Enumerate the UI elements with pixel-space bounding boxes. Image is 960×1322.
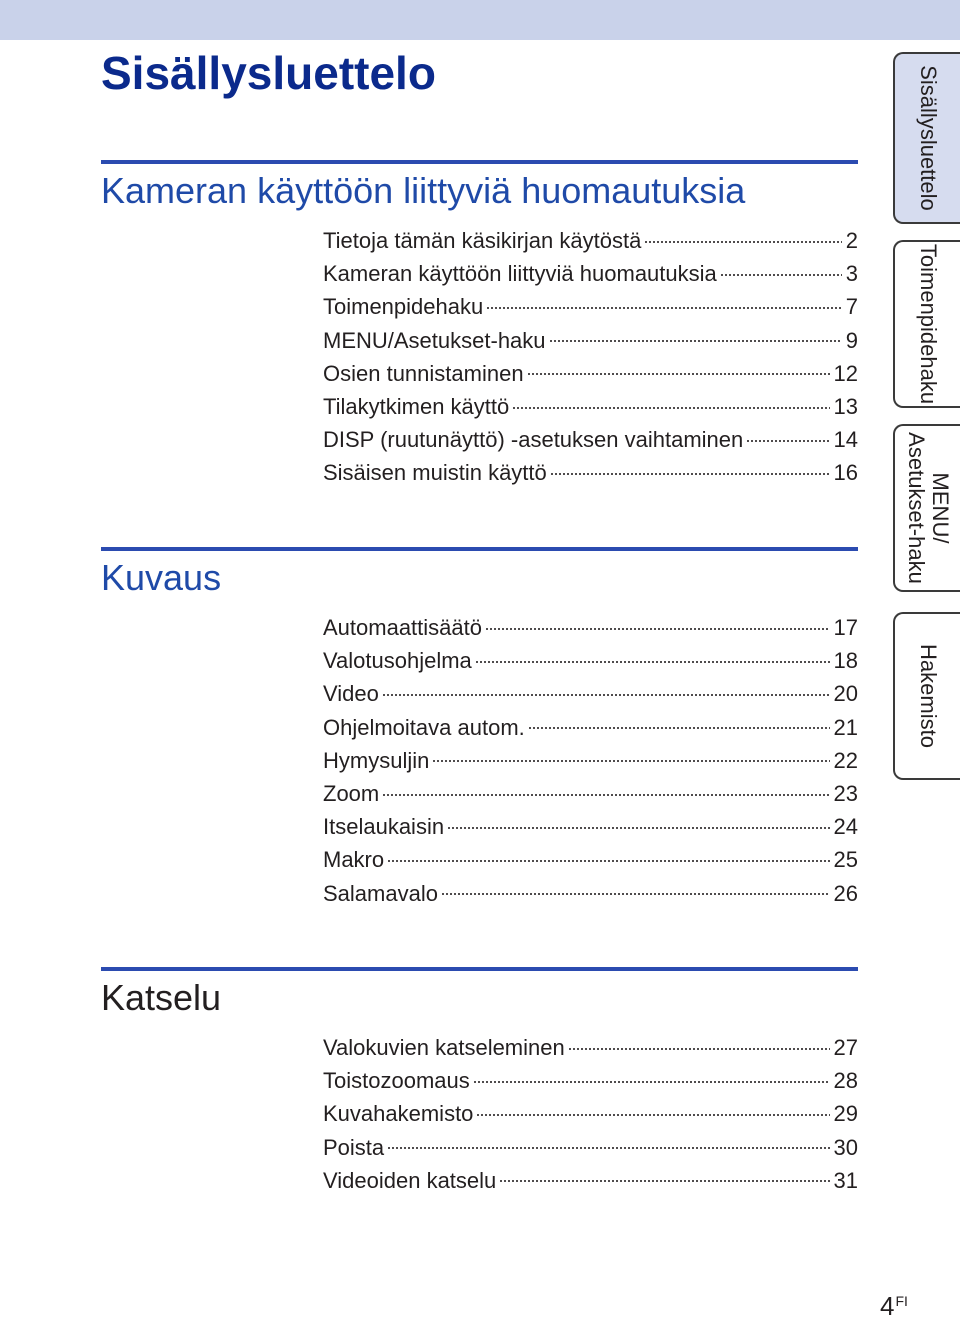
toc-list-shooting bbox=[323, 611, 858, 910]
toc-entry-label: MENU/Asetukset-haku bbox=[323, 327, 546, 353]
section-heading-viewing: Katselu bbox=[101, 977, 222, 1018]
toc-entry-page: 14 bbox=[833, 427, 858, 453]
toc-entry-page: 3 bbox=[845, 261, 858, 287]
dot-leader bbox=[527, 373, 830, 375]
toc-entry[interactable] bbox=[323, 1064, 858, 1097]
toc-entry[interactable] bbox=[323, 843, 858, 876]
dot-leader bbox=[447, 827, 829, 829]
toc-list-camera-notes bbox=[323, 224, 858, 490]
side-tab-index[interactable] bbox=[893, 612, 960, 780]
dot-leader bbox=[528, 727, 830, 729]
toc-entry-label: Kameran käyttöön liittyviä huomautuksia bbox=[323, 261, 717, 287]
toc-entry-page: 22 bbox=[833, 747, 858, 773]
toc-entry-page: 7 bbox=[845, 294, 858, 320]
toc-entry-label: Zoom bbox=[323, 780, 380, 806]
side-tab-menu-settings-label bbox=[904, 432, 952, 584]
side-tab-contents-label: Sisällysluettelo bbox=[915, 65, 941, 211]
toc-entry-label: Valotusohjelma bbox=[323, 648, 472, 674]
dot-leader bbox=[382, 694, 830, 696]
toc-entry-page: 20 bbox=[833, 681, 858, 707]
toc-entry[interactable] bbox=[323, 777, 858, 810]
toc-entry-label: Tietoja tämän käsikirjan käytöstä bbox=[323, 228, 642, 253]
toc-entry[interactable] bbox=[323, 611, 858, 644]
side-tab-menu-line1: MENU/ bbox=[927, 472, 953, 544]
side-tab-operation-search-label: Toimenpidehaku bbox=[915, 243, 941, 405]
page-number-suffix: FI bbox=[895, 1293, 908, 1309]
toc-entry-label: Hymysuljin bbox=[323, 747, 430, 773]
side-tab-index-label: Hakemisto bbox=[915, 644, 941, 748]
toc-entry[interactable] bbox=[323, 810, 858, 843]
dot-leader bbox=[568, 1048, 830, 1050]
toc-entry-label: Osien tunnistaminen bbox=[323, 360, 524, 386]
toc-entry[interactable] bbox=[323, 257, 858, 290]
toc-entry-page: 24 bbox=[833, 814, 858, 840]
toc-entry-label: Automaattisäätö bbox=[323, 615, 482, 640]
toc-entry-label: Videoiden katselu bbox=[323, 1167, 497, 1193]
toc-entry-page: 26 bbox=[833, 880, 858, 906]
page-number-value: 4 bbox=[880, 1291, 895, 1321]
side-tab-menu-settings-search[interactable] bbox=[893, 424, 960, 592]
toc-entry-label: Toimenpidehaku bbox=[323, 294, 484, 320]
toc-entry-page: 31 bbox=[833, 1167, 858, 1193]
toc-entry-label: Sisäisen muistin käyttö bbox=[323, 460, 547, 486]
toc-entry-label: Kuvahakemisto bbox=[323, 1101, 474, 1127]
toc-entry-page: 13 bbox=[833, 393, 858, 419]
page-title: Sisällysluettelo bbox=[101, 47, 436, 99]
section-heading-shooting: Kuvaus bbox=[101, 557, 222, 598]
dot-leader bbox=[473, 1081, 830, 1083]
top-color-bar bbox=[0, 0, 960, 40]
dot-leader bbox=[746, 440, 829, 442]
toc-entry[interactable] bbox=[323, 456, 858, 489]
toc-entry-label: Makro bbox=[323, 847, 385, 873]
toc-entry-page: 16 bbox=[833, 460, 858, 486]
dot-leader bbox=[441, 893, 830, 895]
toc-entry-label: Poista bbox=[323, 1134, 385, 1160]
dot-leader bbox=[485, 628, 830, 630]
dot-leader bbox=[387, 1147, 829, 1149]
toc-entry-page: 17 bbox=[833, 615, 858, 640]
toc-entry[interactable] bbox=[323, 677, 858, 710]
dot-leader bbox=[720, 274, 842, 276]
toc-entry[interactable] bbox=[323, 711, 858, 744]
section-heading-camera-notes: Kameran käyttöön liittyviä huomautuksia bbox=[101, 170, 746, 211]
toc-entry-page: 23 bbox=[833, 780, 858, 806]
toc-entry-page: 30 bbox=[833, 1134, 858, 1160]
dot-leader bbox=[549, 340, 842, 342]
toc-entry-page: 2 bbox=[845, 228, 858, 253]
dot-leader bbox=[512, 407, 829, 409]
toc-entry[interactable] bbox=[323, 1031, 858, 1064]
toc-entry-page: 25 bbox=[833, 847, 858, 873]
toc-entry[interactable] bbox=[323, 644, 858, 677]
toc-entry-label: Video bbox=[323, 681, 379, 707]
toc-entry-label: Toistozoomaus bbox=[323, 1068, 470, 1094]
toc-entry-label: Ohjelmoitava autom. bbox=[323, 714, 525, 740]
dot-leader bbox=[550, 473, 830, 475]
dot-leader bbox=[644, 241, 841, 243]
toc-entry-label: Valokuvien katseleminen bbox=[323, 1035, 565, 1060]
section-rule bbox=[101, 547, 858, 551]
toc-entry[interactable] bbox=[323, 1164, 858, 1197]
toc-entry-label: DISP (ruutunäyttö) -asetuksen vaihtaminen bbox=[323, 427, 744, 453]
toc-entry[interactable] bbox=[323, 877, 858, 910]
toc-entry-label: Salamavalo bbox=[323, 880, 438, 906]
side-tab-menu-line2: Asetukset-haku bbox=[903, 432, 929, 584]
toc-entry-page: 28 bbox=[833, 1068, 858, 1094]
toc-entry[interactable] bbox=[323, 744, 858, 777]
dot-leader bbox=[476, 1114, 829, 1116]
toc-entry[interactable] bbox=[323, 224, 858, 257]
dot-leader bbox=[499, 1180, 829, 1182]
toc-entry[interactable] bbox=[323, 1097, 858, 1130]
toc-list-viewing bbox=[323, 1031, 858, 1197]
toc-entry[interactable] bbox=[323, 357, 858, 390]
toc-entry-page: 9 bbox=[845, 327, 858, 353]
toc-entry-page: 18 bbox=[833, 648, 858, 674]
dot-leader bbox=[387, 860, 829, 862]
toc-entry-page: 12 bbox=[833, 360, 858, 386]
toc-entry-page: 27 bbox=[833, 1035, 858, 1060]
toc-entry[interactable] bbox=[323, 324, 858, 357]
dot-leader bbox=[475, 661, 830, 663]
toc-entry[interactable] bbox=[323, 390, 858, 423]
toc-entry-page: 21 bbox=[833, 714, 858, 740]
toc-entry[interactable] bbox=[323, 290, 858, 323]
toc-entry[interactable] bbox=[323, 1131, 858, 1164]
section-rule bbox=[101, 160, 858, 164]
side-tab-operation-search[interactable] bbox=[893, 240, 960, 408]
dot-leader bbox=[486, 307, 842, 309]
dot-leader bbox=[432, 760, 829, 762]
toc-entry-page: 29 bbox=[833, 1101, 858, 1127]
dot-leader bbox=[382, 794, 829, 796]
toc-entry[interactable] bbox=[323, 423, 858, 456]
section-rule bbox=[101, 967, 858, 971]
side-tab-contents[interactable] bbox=[893, 52, 960, 224]
toc-entry-label: Itselaukaisin bbox=[323, 814, 445, 840]
page-number bbox=[880, 1291, 908, 1322]
toc-entry-label: Tilakytkimen käyttö bbox=[323, 393, 510, 419]
